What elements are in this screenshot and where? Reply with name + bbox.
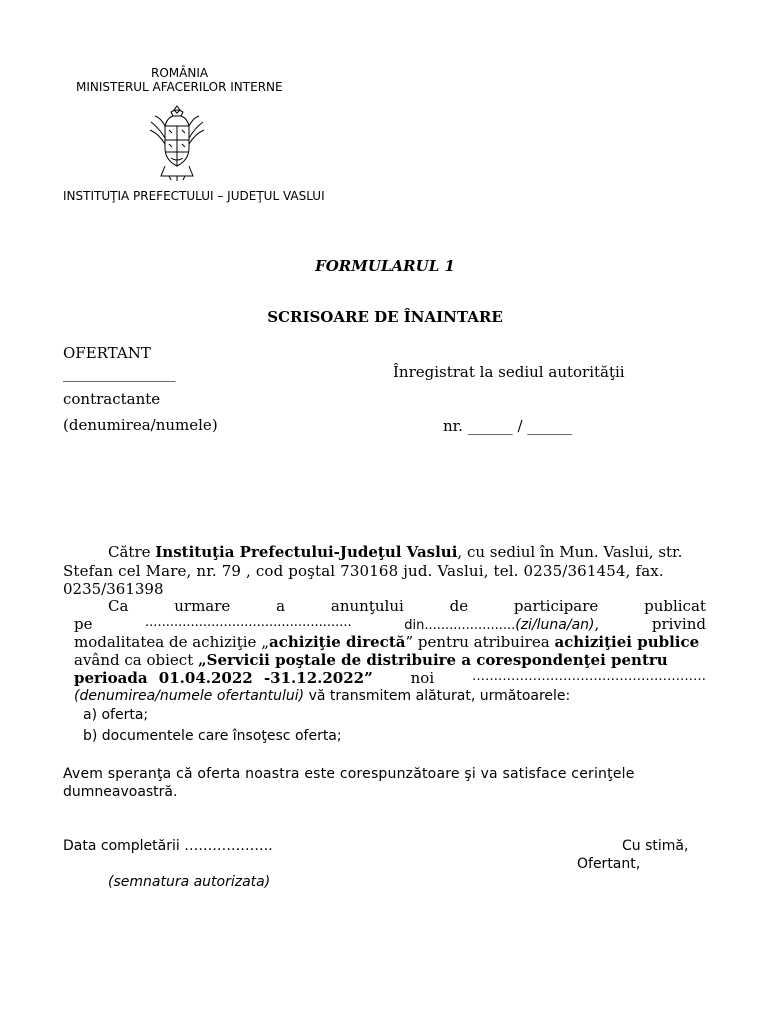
contractante-label: contractante — [63, 390, 161, 408]
p2-line-6: (denumirea/numele ofertantului) vă transmitem alăturat, următoarele: — [74, 688, 571, 704]
catre-institution: Instituţia Prefectului-Judeţul Vaslui — [155, 543, 458, 561]
catre-line-1: Către Instituţia Prefectului-Judeţul Vaslui, cu sediul în Mun. Vaslui, str. — [108, 543, 683, 561]
hope-line-1: Avem speranţa că oferta noastra este corespunzătoare şi va satisface cerinţele — [63, 766, 635, 782]
ofertant-label: OFERTANT — [63, 344, 151, 362]
p2-line-2: pe .................................................. din......................(zi/luna/an), privind — [74, 615, 706, 633]
item-a: a) oferta; — [83, 707, 149, 723]
form-title: SCRISOARE DE ÎNAINTARE — [267, 308, 503, 326]
denumirea-label: (denumirea/numele) — [63, 416, 218, 434]
p2-line-5: perioada 01.04.2022 -31.12.2022” noi ……………………………………………… — [74, 669, 706, 687]
hope-line-2: dumneavoastră. — [63, 784, 178, 800]
p2-line-4: având ca obiect „Servicii poştale de distribuire a corespondenţei pentru — [74, 651, 668, 669]
country-name: ROMÂNIA — [151, 66, 209, 80]
completion-date: Data completării ………………. — [63, 838, 273, 854]
catre-line-3: 0235/361398 — [63, 580, 164, 598]
p2-line-1: Ca urmare a anunţului de participare publicat — [108, 597, 706, 615]
form-number: FORMULARUL 1 — [315, 257, 455, 275]
registered-label: Înregistrat la sediul autorităţii — [393, 363, 625, 381]
item-b: b) documentele care însoţesc oferta; — [83, 728, 342, 744]
ofertant-blank: _______________ — [63, 364, 176, 382]
p2-line-3: modalitatea de achiziţie „achiziţie directă” pentru atribuirea achiziţiei publice — [74, 633, 700, 651]
catre-line-2: Stefan cel Mare, nr. 79 , cod poştal 730168 jud. Vaslui, tel. 0235/361454, fax. — [63, 562, 664, 580]
authorized-signature: (semnatura autorizata) — [108, 874, 271, 890]
cu-stima: Cu stimă, — [622, 838, 689, 854]
registration-number: nr. ______ / ______ — [443, 417, 573, 435]
ofertant-signature-label: Ofertant, — [577, 856, 641, 872]
romania-coat-of-arms-icon — [147, 100, 207, 182]
institution-name: INSTITUŢIA PREFECTULUI – JUDEŢUL VASLUI — [63, 189, 325, 203]
ministry-name: MINISTERUL AFACERILOR INTERNE — [76, 80, 283, 94]
